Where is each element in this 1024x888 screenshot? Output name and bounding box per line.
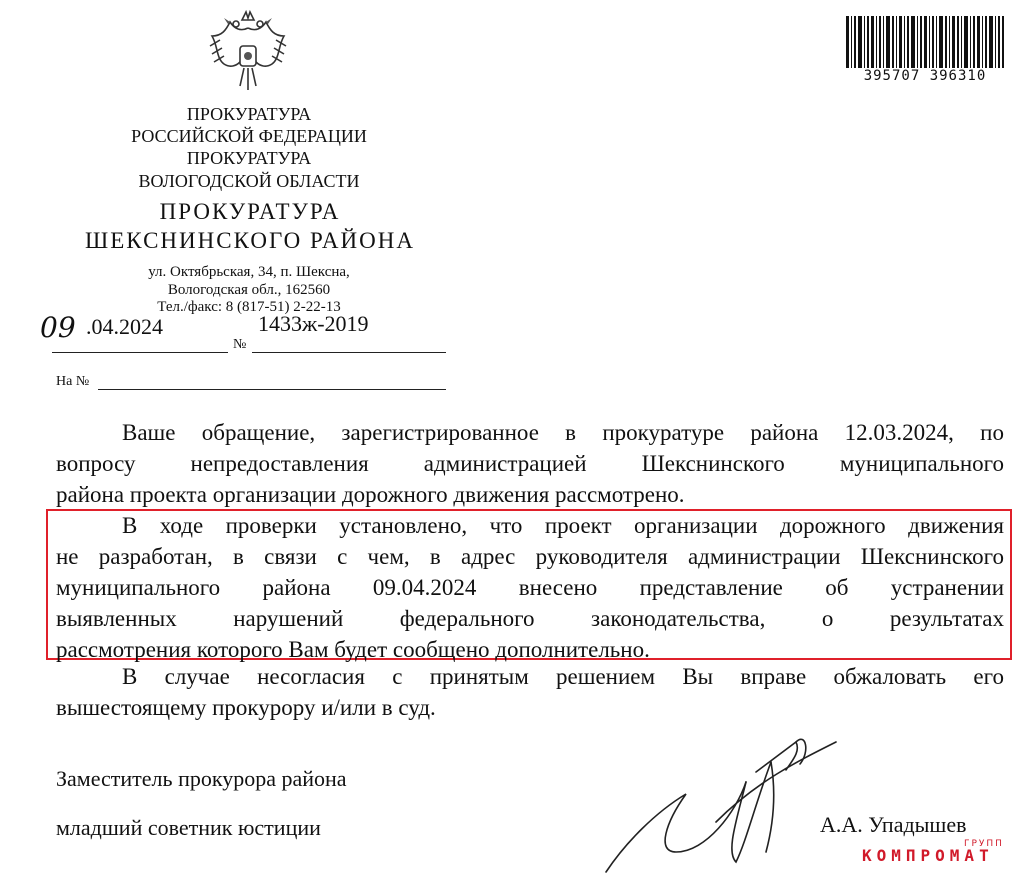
org-line-3: ПРОКУРАТУРА [186, 148, 312, 168]
org-line-1: ПРОКУРАТУРА [186, 104, 312, 124]
paragraph-1-line-3: района проекта организации дорожного движения рассмотрено. [56, 482, 685, 507]
paragraph-1 [56, 417, 1004, 510]
paragraph-2-line-2: не разработан, в связи с чем, в адрес руководителя администрации Шекснинского [56, 544, 1004, 569]
org-line-4: ВОЛОГОДСКОЙ ОБЛАСТИ [138, 171, 360, 191]
paragraph-3 [56, 661, 1004, 723]
paragraph-2 [56, 510, 1004, 665]
barcode-number: 395707 396310 [863, 68, 987, 84]
address-line-3: Тел./факс: 8 (817-51) 2-22-13 [157, 299, 341, 315]
paragraph-2-line-4: выявленных нарушений федерального законодательства, о результатах [56, 606, 1004, 631]
signer-position: Заместитель прокурора района [56, 766, 347, 791]
registration-number: 1433ж-2019 [258, 311, 369, 336]
paragraph-2-line-1: В ходе проверки установлено, что проект организации дорожного движения [122, 513, 1004, 538]
paragraph-3-line-1: В случае несогласия с принятым решением Вы вправе обжаловать его [122, 664, 1004, 689]
address-line-2: Вологодская обл., 162560 [167, 282, 331, 298]
russian-coat-of-arms-icon [200, 6, 296, 102]
number-label: № [233, 337, 247, 352]
paragraph-2-line-5: рассмотрения которого Вам будет сообщено дополнительно. [56, 637, 650, 662]
date-underline [52, 352, 228, 353]
watermark-sup: ГРУПП [964, 839, 1004, 849]
address-line-1: ул. Октябрьская, 34, п. Шексна, [148, 264, 350, 280]
reply-number-underline [98, 389, 446, 390]
barcode [842, 14, 1008, 88]
signer-name: А.А. Упадышев [820, 812, 967, 837]
paragraph-3-line-2: вышестоящему прокурору и/или в суд. [56, 695, 436, 720]
paragraph-1-line-2: вопросу непредоставления администрацией Шекснинского муниципального [56, 451, 1004, 476]
paragraph-2-line-3: муниципального района 09.04.2024 внесено представление об устранении [56, 575, 1004, 600]
watermark-logo: КОМПРОМАТ [862, 846, 994, 865]
number-underline [252, 352, 446, 353]
date-handwritten: 09 [40, 311, 76, 344]
org-line-5: ПРОКУРАТУРА [159, 199, 341, 224]
barcode-bars [846, 16, 1004, 68]
org-line-6: ШЕКСНИНСКОГО РАЙОНА [85, 228, 415, 253]
signer-rank: младший советник юстиции [56, 815, 321, 840]
org-line-2: РОССИЙСКОЙ ФЕДЕРАЦИИ [131, 126, 367, 146]
handwritten-signature-icon [596, 722, 856, 882]
paragraph-1-line-1: Ваше обращение, зарегистрированное в прокуратуре района 12.03.2024, по [122, 420, 1004, 445]
date-typed: .04.2024 [86, 314, 163, 339]
reply-number-label: На № [56, 374, 90, 389]
